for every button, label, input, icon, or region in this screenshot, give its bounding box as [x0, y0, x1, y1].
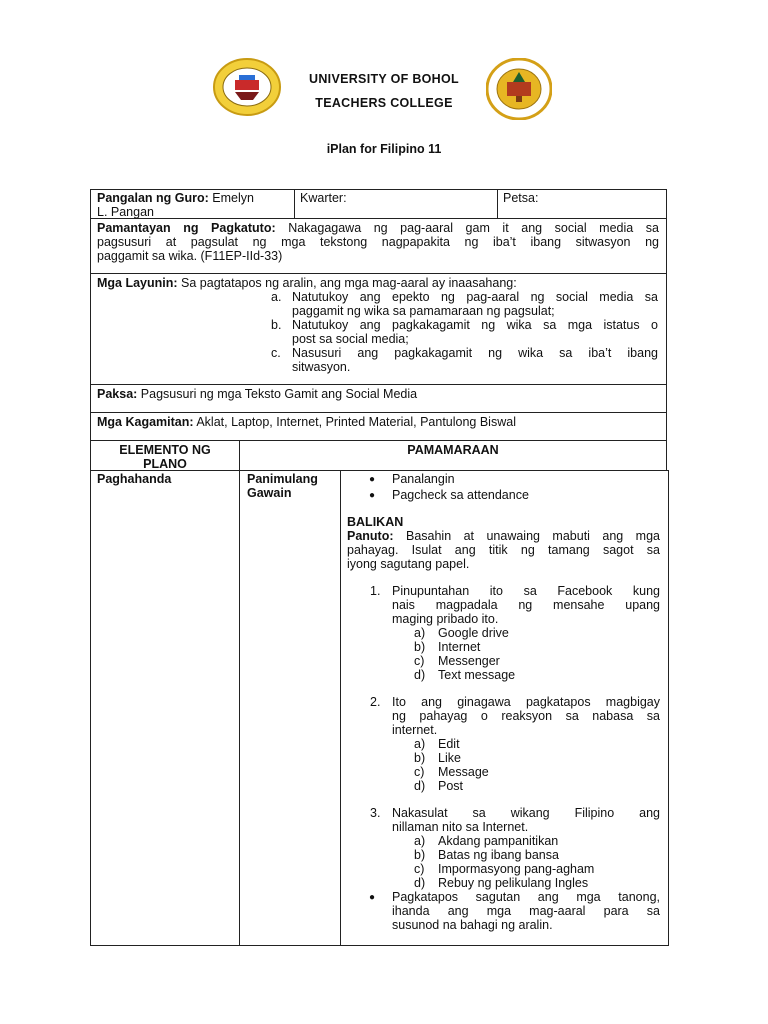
closing-text: ihanda ang mga mag-aaral para sa	[392, 904, 660, 918]
sub-phase-line: Panimulang	[247, 472, 318, 486]
question-number: 1.	[370, 584, 381, 598]
question-text: ng pahayag o reaksyon sa nabasa sa	[392, 709, 660, 723]
instruction-line: iyong sagutang papel.	[347, 557, 470, 571]
bullet-icon: ●	[369, 474, 376, 485]
teachers-college-seal-logo	[486, 58, 552, 120]
quarter-label: Kwarter:	[300, 191, 347, 205]
opening-item: Pagcheck sa attendance	[392, 488, 529, 502]
standard-line: pagsusuri at pagsulat ng mga tekstong nagpapakita ng iba’t ibang sitwasyon ng	[97, 235, 659, 249]
sub-phase-line: Gawain	[247, 486, 292, 500]
choice-letter: b)	[414, 848, 426, 862]
instruction-label: Panuto:	[347, 529, 394, 543]
balikan-heading: BALIKAN	[347, 515, 404, 529]
question-text: nais magpadala ng mensahe upang	[392, 598, 660, 612]
choice-text: Like	[438, 751, 461, 765]
choice-letter: d)	[414, 668, 426, 682]
choice-text: Google drive	[438, 626, 509, 640]
materials-value: Aklat, Laptop, Internet, Printed Material, Pantulong Biswal	[196, 415, 516, 429]
teacher-last-name: L. Pangan	[97, 205, 154, 219]
learning-standard	[97, 221, 659, 263]
question-text: Pinupuntahan ito sa Facebook kung	[392, 584, 660, 598]
objective-letter: b.	[271, 318, 282, 332]
phase-label: Paghahanda	[97, 472, 172, 486]
choice-letter: b)	[414, 751, 426, 765]
choice-letter: a)	[414, 834, 426, 848]
objective-text: Natutukoy ang epekto ng pag-aaral ng social media sa	[292, 290, 658, 304]
closing-text: susunod na bahagi ng aralin.	[392, 918, 553, 932]
objective-letter: c.	[271, 346, 281, 360]
choice-letter: b)	[414, 640, 426, 654]
question-text: maging pribado ito.	[392, 612, 499, 626]
question-text: internet.	[392, 723, 438, 737]
teacher-label: Pangalan ng Guro:	[97, 191, 209, 205]
bullet-icon: ●	[369, 490, 376, 501]
question-text: Nakasulat sa wikang Filipino ang	[392, 806, 660, 820]
standard-label: Pamantayan ng Pagkatuto:	[97, 221, 276, 235]
choice-text: Message	[438, 765, 489, 779]
instruction-line	[347, 529, 660, 543]
procedure-header: PAMAMARAAN	[407, 443, 499, 457]
materials-row	[97, 415, 659, 429]
choice-text: Akdang pampanitikan	[438, 834, 559, 848]
objective-text: post sa social media;	[292, 332, 409, 346]
choice-letter: c)	[414, 765, 425, 779]
topic-row	[97, 387, 659, 401]
choice-letter: d)	[414, 876, 426, 890]
materials-label: Mga Kagamitan:	[97, 415, 194, 429]
college-name: TEACHERS COLLEGE	[315, 96, 453, 110]
teacher-name-cell	[97, 191, 292, 219]
choice-text: Impormasyong pang-agham	[438, 862, 595, 876]
topic-value: Pagsusuri ng mga Teksto Gamit ang Social Media	[140, 387, 418, 401]
date-label: Petsa:	[503, 191, 539, 205]
question-number: 3.	[370, 806, 381, 820]
objective-text: sitwasyon.	[292, 360, 351, 374]
instruction-line: pahayag. Isulat ang titik ng tamang sagot sa	[347, 543, 660, 557]
objective-letter: a.	[271, 290, 282, 304]
instruction-text: Basahin at unawaing mabuti ang mga	[405, 529, 660, 543]
objective-text: paggamit ng wika sa pamamaraan ng pagsulat;	[292, 304, 555, 318]
choice-letter: a)	[414, 626, 426, 640]
objectives-intro-text: Sa pagtatapos ng aralin, ang mga mag-aaral ay inaasahang:	[181, 276, 517, 290]
bullet-icon: ●	[369, 892, 376, 903]
university-name: UNIVERSITY OF BOHOL	[309, 72, 459, 86]
choice-letter: a)	[414, 737, 426, 751]
choice-text: Internet	[438, 640, 481, 654]
opening-item: Panalangin	[392, 472, 455, 486]
objective-text: Nasusuri ang pagkakagamit ng wika sa iba’t ibang	[292, 346, 658, 360]
closing-text: Pagkatapos sagutan ang mga tanong,	[392, 890, 660, 904]
objective-text: Natutukoy ang pagkakagamit ng wika sa mga istatus o	[292, 318, 658, 332]
choice-text: Rebuy ng pelikulang Ingles	[438, 876, 589, 890]
objectives-intro	[97, 276, 659, 290]
document-title: iPlan for Filipino 11	[326, 142, 442, 156]
choice-text: Text message	[438, 668, 516, 682]
element-header-line: ELEMENTO NG	[119, 443, 211, 457]
objectives-label: Mga Layunin:	[97, 276, 178, 290]
question-number: 2.	[370, 695, 381, 709]
choice-text: Batas ng ibang bansa	[438, 848, 559, 862]
teacher-first-name: Emelyn	[212, 191, 254, 205]
choice-text: Messenger	[438, 654, 500, 668]
element-header	[91, 443, 239, 471]
topic-label: Paksa:	[97, 387, 138, 401]
choice-letter: c)	[414, 862, 425, 876]
choice-text: Edit	[438, 737, 460, 751]
choice-letter: d)	[414, 779, 426, 793]
standard-line: paggamit sa wika. (F11EP-IId-33)	[97, 249, 283, 263]
standard-line: Nakagagawa ng pag-aaral gam it ang social media sa	[288, 221, 659, 235]
question-text: nillaman nito sa Internet.	[392, 820, 529, 834]
choice-letter: c)	[414, 654, 425, 668]
sub-phase-label	[247, 472, 337, 500]
element-header-line: PLANO	[143, 457, 187, 471]
question-text: Ito ang ginagawa pagkatapos magbigay	[392, 695, 660, 709]
choice-text: Post	[438, 779, 464, 793]
